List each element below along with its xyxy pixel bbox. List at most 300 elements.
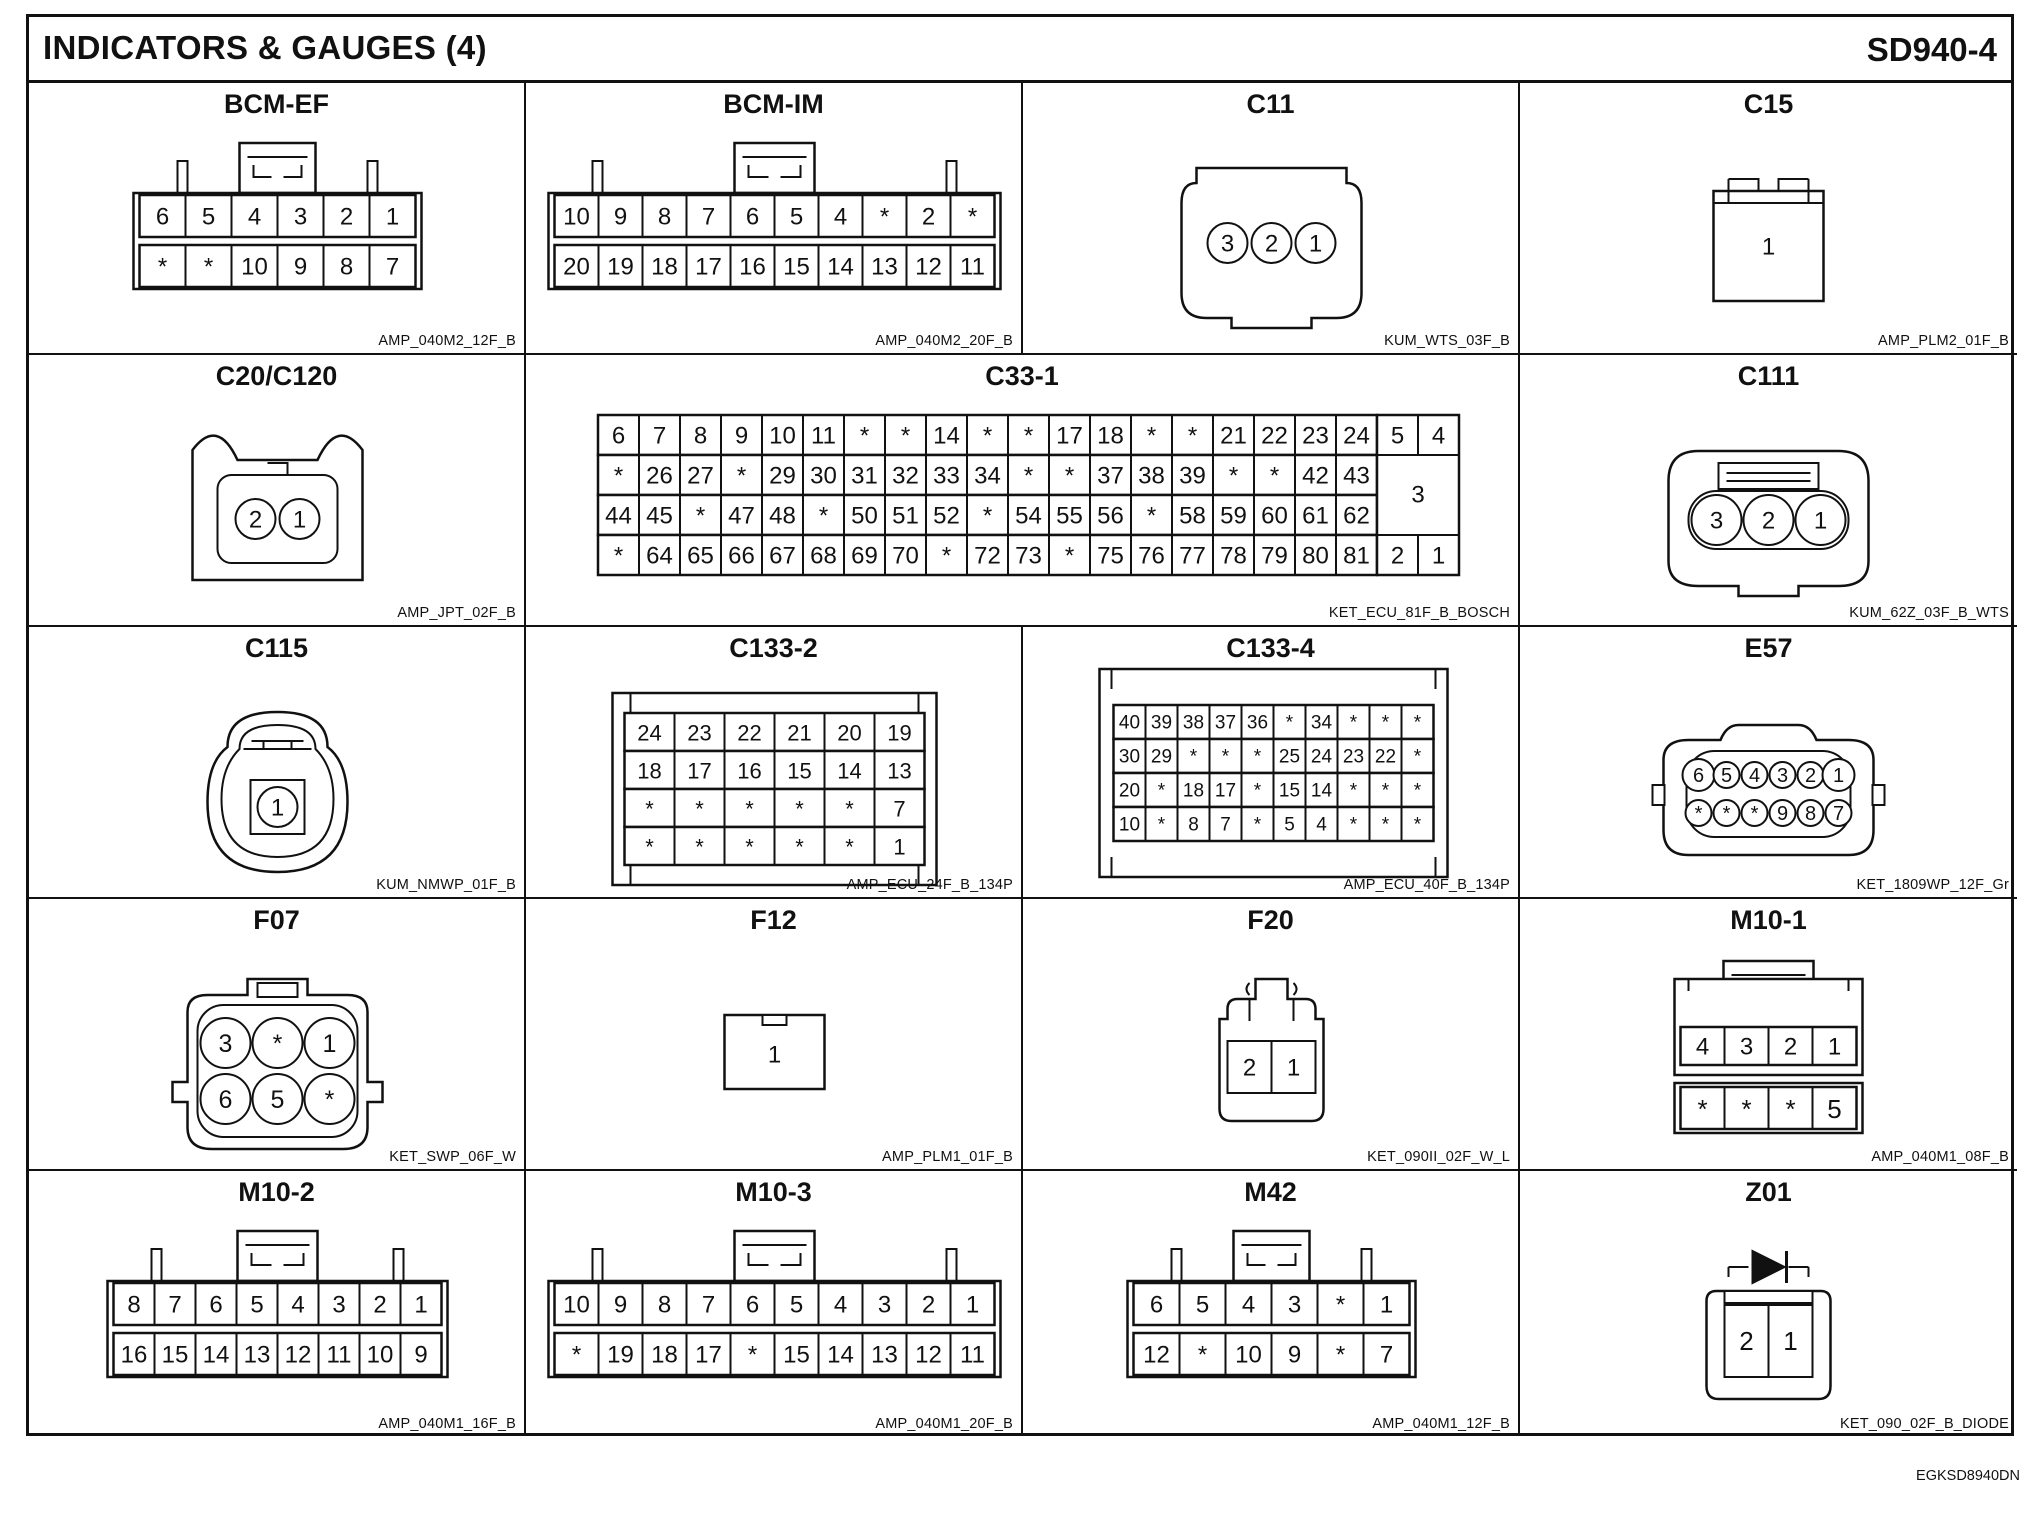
pin-label: 69 xyxy=(851,542,878,570)
pin-label: * xyxy=(1157,780,1166,802)
pin-label: * xyxy=(613,462,624,490)
pin-label: * xyxy=(900,422,911,450)
pin-label: 48 xyxy=(769,502,796,530)
connector-part-number: KUM_NMWP_01F_B xyxy=(376,877,516,893)
pin-label: * xyxy=(203,253,214,281)
pin-label: 18 xyxy=(651,253,678,281)
pin-label: 1 xyxy=(1827,1033,1842,1061)
pin-label: * xyxy=(845,834,854,860)
pin-label: 45 xyxy=(646,502,673,530)
connector-name: C133-2 xyxy=(729,633,818,663)
connector-f07 xyxy=(29,899,526,1171)
connector-face-drawing xyxy=(29,1171,526,1436)
pin-label: 4 xyxy=(1695,1033,1710,1061)
connector-part-number: KET_ECU_81F_B_BOSCH xyxy=(1328,605,1510,621)
pin-label: 11 xyxy=(326,1341,352,1369)
pin-label: 2 xyxy=(373,1291,387,1319)
connector-face-drawing xyxy=(1023,899,1520,1171)
pin-label: 19 xyxy=(887,720,912,746)
pin-label: 14 xyxy=(827,253,854,281)
connector-name: M42 xyxy=(1244,1177,1297,1207)
pin-label: 23 xyxy=(1342,746,1365,768)
pin-label: 2 xyxy=(921,1291,936,1319)
pin-label: 10 xyxy=(1235,1341,1262,1369)
pin-label: 1 xyxy=(385,203,400,231)
pin-label: 4 xyxy=(833,1291,848,1319)
connector-bcm-im xyxy=(526,83,1023,355)
pin-label: 2 xyxy=(1390,542,1405,570)
pin-label: 5 xyxy=(250,1291,264,1319)
connector-face-drawing xyxy=(1023,627,1520,899)
pin-label: 1 xyxy=(1379,1291,1394,1319)
pin-label: 16 xyxy=(120,1341,148,1369)
pin-label: 3 xyxy=(1287,1291,1302,1319)
pin-label: 9 xyxy=(293,253,308,281)
connector-name: M10-1 xyxy=(1730,905,1807,935)
pin-label: 23 xyxy=(1302,422,1329,450)
pin-label: 9 xyxy=(613,203,628,231)
pin-label: 42 xyxy=(1302,462,1329,490)
pin-label: 7 xyxy=(652,422,667,450)
connector-name: C15 xyxy=(1743,89,1794,119)
pin-label: 61 xyxy=(1302,502,1329,530)
pin-label: 6 xyxy=(745,203,760,231)
pin-label: 24 xyxy=(1310,746,1333,768)
pin-label: 26 xyxy=(646,462,673,490)
pin-label: * xyxy=(1189,746,1198,768)
connector-c11 xyxy=(1023,83,1520,355)
pin-label: 8 xyxy=(1188,814,1199,836)
pin-label: 4 xyxy=(1316,814,1327,836)
pin-label: * xyxy=(1253,814,1262,836)
pin-label: * xyxy=(1023,462,1034,490)
pin-label: * xyxy=(695,796,704,822)
connector-part-number: AMP_040M2_20F_B xyxy=(875,333,1013,349)
pin-label: 13 xyxy=(871,1341,898,1369)
pin-label: 29 xyxy=(769,462,796,490)
pin-label: 2 xyxy=(1761,507,1776,535)
connector-c115 xyxy=(29,627,526,899)
connector-name: C20/C120 xyxy=(215,361,338,391)
connector-part-number: AMP_040M1_08F_B xyxy=(1871,1149,2009,1165)
pin-label: 1 xyxy=(1832,765,1845,787)
pin-label: 50 xyxy=(851,502,878,530)
pin-label: 8 xyxy=(127,1291,141,1319)
pin-label: 4 xyxy=(833,203,848,231)
pin-label: 1 xyxy=(322,1030,337,1058)
pin-label: * xyxy=(613,542,624,570)
pin-label: * xyxy=(1197,1341,1208,1369)
pin-label: 5 xyxy=(1390,422,1405,450)
pin-label: 76 xyxy=(1138,542,1165,570)
pin-label: 40 xyxy=(1118,712,1141,734)
pin-label: 14 xyxy=(837,758,862,784)
pin-label: 30 xyxy=(1118,746,1141,768)
pin-label: * xyxy=(859,422,870,450)
pin-label: 1 xyxy=(767,1041,782,1069)
pin-label: 9 xyxy=(1287,1341,1302,1369)
pin-label: * xyxy=(879,203,890,231)
pin-label: * xyxy=(1697,1094,1708,1124)
pin-label: 6 xyxy=(155,203,170,231)
pin-label: 73 xyxy=(1015,542,1042,570)
connector-f12 xyxy=(526,899,1023,1171)
pin-label: * xyxy=(1349,780,1358,802)
pin-label: * xyxy=(1253,780,1262,802)
connector-grid xyxy=(29,83,2011,1436)
pin-label: 1 xyxy=(270,794,285,822)
connector-name: M10-3 xyxy=(735,1177,812,1207)
pin-label: 19 xyxy=(607,253,634,281)
pin-label: 24 xyxy=(637,720,662,746)
pin-label: 9 xyxy=(613,1291,628,1319)
pin-label: 11 xyxy=(960,1341,985,1369)
pin-label: 72 xyxy=(974,542,1001,570)
pin-label: 80 xyxy=(1302,542,1329,570)
pin-label: 19 xyxy=(607,1341,634,1369)
pin-label: 2 xyxy=(1264,230,1279,258)
pin-label: * xyxy=(1694,803,1703,825)
pin-label: * xyxy=(1741,1094,1752,1124)
pin-label: 56 xyxy=(1097,502,1124,530)
pin-label: 12 xyxy=(915,253,942,281)
pin-label: 23 xyxy=(687,720,712,746)
connector-part-number: AMP_ECU_24F_B_134P xyxy=(846,877,1013,893)
pin-label: 29 xyxy=(1150,746,1173,768)
pin-label: 6 xyxy=(611,422,626,450)
connector-m10-1 xyxy=(1520,899,2017,1171)
pin-label: * xyxy=(1064,462,1075,490)
pin-label: 17 xyxy=(1214,780,1237,802)
pin-label: 1 xyxy=(1813,507,1828,535)
connector-name: BCM-IM xyxy=(723,89,824,119)
pin-label: 7 xyxy=(385,253,400,281)
pin-label: * xyxy=(1381,780,1390,802)
pin-label: 6 xyxy=(1692,765,1705,787)
connector-part-number: KET_090_02F_B_DIODE xyxy=(1839,1416,2009,1432)
pin-label: 18 xyxy=(1182,780,1205,802)
pin-label: * xyxy=(1157,814,1166,836)
pin-label: 2 xyxy=(1783,1033,1798,1061)
pin-label: * xyxy=(1335,1341,1346,1369)
connector-m10-2 xyxy=(29,1171,526,1436)
connector-face-drawing xyxy=(1520,1171,2017,1436)
pin-label: 39 xyxy=(1179,462,1206,490)
pin-label: 4 xyxy=(1241,1291,1256,1319)
pin-label: 3 xyxy=(877,1291,892,1319)
pin-label: * xyxy=(1750,803,1759,825)
pin-label: 79 xyxy=(1261,542,1288,570)
pin-label: 12 xyxy=(284,1341,312,1369)
pin-label: * xyxy=(1413,746,1422,768)
pin-label: * xyxy=(1785,1094,1796,1124)
pin-label: 51 xyxy=(892,502,919,530)
pin-label: 5 xyxy=(1195,1291,1210,1319)
connector-part-number: AMP_PLM2_01F_B xyxy=(1878,333,2009,349)
pin-label: 3 xyxy=(293,203,308,231)
connector-part-number: KUM_62Z_03F_B_WTS xyxy=(1849,605,2009,621)
pin-label: 10 xyxy=(366,1341,394,1369)
connector-name: F07 xyxy=(253,905,300,935)
pin-label: 9 xyxy=(734,422,749,450)
pin-label: 7 xyxy=(1379,1341,1394,1369)
pin-label: * xyxy=(1146,502,1157,530)
pin-label: 7 xyxy=(1832,803,1845,825)
connector-part-number: KET_090II_02F_W_L xyxy=(1367,1149,1510,1165)
pin-label: 36 xyxy=(1246,712,1269,734)
connector-name: F12 xyxy=(750,905,797,935)
pin-label: * xyxy=(645,796,654,822)
pin-label: * xyxy=(818,502,829,530)
pin-label: 27 xyxy=(687,462,714,490)
pin-label: 4 xyxy=(291,1291,305,1319)
connector-name: E57 xyxy=(1744,633,1793,663)
pin-label: * xyxy=(1413,814,1422,836)
pin-label: 1 xyxy=(965,1291,980,1319)
connector-part-number: KET_SWP_06F_W xyxy=(389,1149,516,1165)
connector-c15 xyxy=(1520,83,2017,355)
pin-label: 12 xyxy=(1143,1341,1170,1369)
pin-label: 8 xyxy=(657,203,672,231)
pin-label: 47 xyxy=(728,502,755,530)
pin-label: * xyxy=(324,1086,335,1114)
pin-label: * xyxy=(941,542,952,570)
pin-label: 2 xyxy=(248,506,263,534)
pin-label: 22 xyxy=(1261,422,1288,450)
pin-label: 17 xyxy=(695,253,722,281)
connector-face-drawing xyxy=(29,627,526,899)
pin-label: 8 xyxy=(693,422,708,450)
connector-face-drawing xyxy=(29,899,526,1171)
pin-label: 7 xyxy=(893,796,906,822)
pin-label: 70 xyxy=(892,542,919,570)
pin-label: 2 xyxy=(1804,765,1817,787)
connector-e57 xyxy=(1520,627,2017,899)
pin-label: * xyxy=(967,203,978,231)
pin-label: 4 xyxy=(1748,765,1761,787)
pin-label: 38 xyxy=(1138,462,1165,490)
pin-label: 52 xyxy=(933,502,960,530)
pin-label: * xyxy=(1221,746,1230,768)
pin-label: 1 xyxy=(1308,230,1323,258)
footer-code: EGKSD8940DN xyxy=(1916,1468,2020,1484)
connector-name: C115 xyxy=(244,633,309,663)
connector-face-drawing xyxy=(1520,355,2017,627)
pin-label: * xyxy=(1023,422,1034,450)
pin-label: 8 xyxy=(657,1291,672,1319)
connector-name: C11 xyxy=(1246,89,1295,119)
pin-label: 60 xyxy=(1261,502,1288,530)
pin-label: 4 xyxy=(1431,422,1446,450)
pin-label: 1 xyxy=(1286,1054,1301,1082)
connector-c133-4 xyxy=(1023,627,1520,899)
pin-label: 5 xyxy=(789,1291,804,1319)
header-bar xyxy=(29,17,2011,83)
connector-name: C33-1 xyxy=(985,361,1059,391)
pin-label: * xyxy=(1413,780,1422,802)
pin-label: 22 xyxy=(1374,746,1397,768)
pin-label: 5 xyxy=(270,1086,285,1114)
pin-label: 21 xyxy=(787,720,812,746)
pin-label: * xyxy=(1285,712,1294,734)
pin-label: 5 xyxy=(201,203,216,231)
pin-label: * xyxy=(747,1341,758,1369)
pin-label: 13 xyxy=(243,1341,271,1369)
pin-label: 5 xyxy=(1827,1094,1842,1124)
pin-label: 6 xyxy=(209,1291,223,1319)
pin-label: 65 xyxy=(687,542,714,570)
pin-label: 10 xyxy=(563,203,590,231)
connector-face-drawing xyxy=(526,83,1023,355)
connector-face-drawing xyxy=(526,627,1023,899)
connector-part-number: AMP_040M2_12F_B xyxy=(378,333,516,349)
connector-part-number: KUM_WTS_03F_B xyxy=(1384,333,1510,349)
pin-label: 14 xyxy=(933,422,960,450)
pin-label: * xyxy=(1269,462,1280,490)
pin-label: 58 xyxy=(1179,502,1206,530)
pin-label: * xyxy=(982,502,993,530)
pin-label: 7 xyxy=(701,1291,716,1319)
connector-name: C133-4 xyxy=(1226,633,1315,663)
pin-label: 3 xyxy=(1709,507,1724,535)
connector-c20-c120 xyxy=(29,355,526,627)
pin-label: 37 xyxy=(1097,462,1124,490)
pin-label: * xyxy=(695,834,704,860)
diagram-sheet xyxy=(26,14,2014,1436)
pin-label: 10 xyxy=(1118,814,1141,836)
pin-label: 9 xyxy=(414,1341,428,1369)
pin-label: 9 xyxy=(1776,803,1789,825)
connector-m42 xyxy=(1023,1171,1520,1436)
pin-label: 1 xyxy=(1431,542,1446,570)
connector-face-drawing xyxy=(1520,627,2017,899)
pin-label: * xyxy=(645,834,654,860)
pin-label: 77 xyxy=(1179,542,1206,570)
page-code: SD940-4 xyxy=(1866,31,1997,68)
connector-name: M10-2 xyxy=(238,1177,315,1207)
pin-label: 39 xyxy=(1150,712,1173,734)
pin-label: 3 xyxy=(1739,1033,1754,1061)
pin-label: 3 xyxy=(1411,481,1425,509)
connector-name: F20 xyxy=(1247,905,1294,935)
pin-label: 18 xyxy=(637,758,662,784)
connector-part-number: AMP_JPT_02F_B xyxy=(397,605,516,621)
pin-label: 11 xyxy=(811,422,836,450)
pin-label: 14 xyxy=(202,1341,230,1369)
pin-label: * xyxy=(1146,422,1157,450)
pin-label: * xyxy=(1228,462,1239,490)
connector-c111 xyxy=(1520,355,2017,627)
pin-label: * xyxy=(745,834,754,860)
pin-label: 44 xyxy=(605,502,632,530)
connector-face-drawing xyxy=(526,355,1520,627)
pin-label: 13 xyxy=(887,758,912,784)
pin-label: 15 xyxy=(1278,780,1301,802)
pin-label: 34 xyxy=(974,462,1001,490)
pin-label: * xyxy=(1413,712,1422,734)
pin-label: 2 xyxy=(1242,1054,1257,1082)
pin-label: 14 xyxy=(1310,780,1333,802)
connector-part-number: AMP_040M1_16F_B xyxy=(378,1416,516,1432)
pin-label: 16 xyxy=(737,758,762,784)
pin-label: * xyxy=(1064,542,1075,570)
pin-label: 3 xyxy=(1776,765,1789,787)
pin-label: 6 xyxy=(1149,1291,1164,1319)
pin-label: 34 xyxy=(1310,712,1333,734)
pin-label: 62 xyxy=(1343,502,1370,530)
pin-label: 2 xyxy=(339,203,354,231)
connector-face-drawing xyxy=(29,83,526,355)
connector-face-drawing xyxy=(1023,1171,1520,1436)
pin-label: * xyxy=(1381,712,1390,734)
pin-label: 20 xyxy=(563,253,590,281)
connector-part-number: AMP_040M1_12F_B xyxy=(1372,1416,1510,1432)
pin-label: * xyxy=(1187,422,1198,450)
pin-label: 55 xyxy=(1056,502,1083,530)
pin-label: 1 xyxy=(414,1291,428,1319)
pin-label: 30 xyxy=(810,462,837,490)
connector-name: BCM-EF xyxy=(224,89,329,119)
pin-label: * xyxy=(1335,1291,1346,1319)
pin-label: 17 xyxy=(687,758,712,784)
pin-label: 5 xyxy=(1284,814,1295,836)
pin-label: 64 xyxy=(646,542,673,570)
connector-face-drawing xyxy=(1520,899,2017,1171)
pin-label: 38 xyxy=(1182,712,1205,734)
pin-label: 17 xyxy=(1056,422,1083,450)
connector-part-number: AMP_ECU_40F_B_134P xyxy=(1343,877,1510,893)
pin-label: 14 xyxy=(827,1341,854,1369)
pin-label: 15 xyxy=(161,1341,189,1369)
pin-label: 1 xyxy=(893,834,906,860)
pin-label: 37 xyxy=(1214,712,1237,734)
pin-label: 33 xyxy=(933,462,960,490)
pin-label: 1 xyxy=(292,506,307,534)
pin-label: 3 xyxy=(218,1030,233,1058)
pin-label: * xyxy=(157,253,168,281)
pin-label: 7 xyxy=(168,1291,182,1319)
pin-label: 10 xyxy=(769,422,796,450)
pin-label: 20 xyxy=(1118,780,1141,802)
pin-label: * xyxy=(745,796,754,822)
connector-face-drawing xyxy=(29,355,526,627)
connector-name: C111 xyxy=(1737,361,1800,391)
pin-label: 25 xyxy=(1278,746,1301,768)
pin-label: 18 xyxy=(651,1341,678,1369)
pin-label: 2 xyxy=(921,203,936,231)
pin-label: * xyxy=(736,462,747,490)
pin-label: * xyxy=(272,1030,283,1058)
connector-face-drawing xyxy=(1520,83,2017,355)
pin-label: 16 xyxy=(739,253,766,281)
connector-name: Z01 xyxy=(1745,1177,1792,1207)
connector-face-drawing xyxy=(1023,83,1520,355)
pin-label: 5 xyxy=(789,203,804,231)
pin-label: * xyxy=(982,422,993,450)
pin-label: 10 xyxy=(241,253,268,281)
pin-label: * xyxy=(1349,814,1358,836)
connector-part-number: AMP_040M1_20F_B xyxy=(875,1416,1013,1432)
pin-label: 15 xyxy=(783,253,810,281)
page-title: INDICATORS & GAUGES (4) xyxy=(43,29,487,66)
pin-label: * xyxy=(1253,746,1262,768)
connector-c133-2 xyxy=(526,627,1023,899)
pin-label: 6 xyxy=(218,1086,233,1114)
pin-label: 75 xyxy=(1097,542,1124,570)
pin-label: 10 xyxy=(563,1291,590,1319)
pin-label: 67 xyxy=(769,542,796,570)
pin-label: 4 xyxy=(247,203,262,231)
